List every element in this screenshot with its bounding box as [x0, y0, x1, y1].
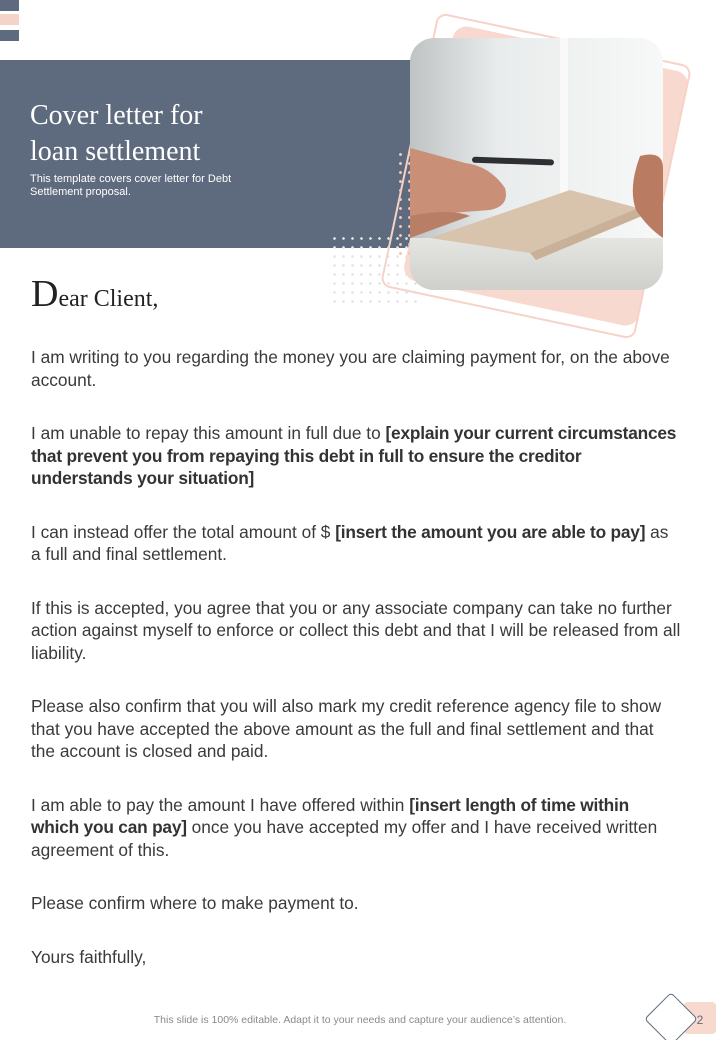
paragraph-7: Please confirm where to make payment to.	[31, 893, 359, 913]
greeting-initial: D	[31, 273, 59, 315]
paragraph-2	[31, 422, 681, 490]
closing: Yours faithfully,	[31, 946, 147, 967]
photo-illustration	[410, 38, 663, 290]
page-number: 2	[696, 1013, 704, 1027]
paragraph-5: Please also confirm that you will also mark my credit reference agency file to show that you have accepted the above amount as the full and final settlement and that the account is closed and paid.	[31, 696, 662, 761]
paragraph-4: If this is accepted, you agree that you or any associate company can take no further action against myself to enforce or collect this debt and that I will be released from all liability.	[31, 597, 681, 663]
page-title	[30, 98, 390, 170]
paragraph-3	[31, 521, 681, 566]
paragraph-6-text-b: once you have accepted my offer and I have received written agreement of this.	[31, 817, 658, 860]
corner-bar	[0, 14, 19, 25]
page-subtitle: This template covers cover letter for Debt Settlement proposal.	[30, 173, 232, 198]
paragraph-3-placeholder: [insert the amount you are able to pay]	[335, 521, 646, 542]
paragraph-2-text: I am unable to repay this amount in full due to	[31, 423, 386, 443]
paragraph-6-text-a: I am able to pay the amount I have offered within	[31, 794, 410, 815]
greeting-text: ear Client,	[58, 286, 159, 312]
paragraph-2-placeholder: [explain your current circumstances that prevent you from repaying this debt in full to ensure the creditor understands your situation]	[31, 423, 677, 488]
corner-bar	[0, 0, 19, 11]
greeting	[31, 272, 158, 316]
paragraph-3-text-b: as a full and final settlement.	[31, 521, 669, 564]
footer-note: This slide is 100% editable. Adapt it to your needs and capture your audience’s attention.	[153, 1014, 567, 1026]
handshake-document-photo	[410, 38, 663, 290]
page-number-badge	[648, 996, 704, 1040]
title-line-1: Cover letter for	[30, 100, 203, 131]
corner-bar	[0, 30, 19, 41]
title-line-2: loan settlement	[30, 136, 201, 167]
corner-decoration	[0, 0, 20, 44]
paragraph-6-placeholder: [insert length of time within which you can pay]	[31, 794, 629, 837]
paragraph-1: I am writing to you regarding the money you are claiming payment for, on the above account.	[31, 347, 670, 390]
paragraph-3-text-a: I can instead offer the total amount of $	[31, 521, 336, 542]
letter-body	[31, 346, 681, 999]
paragraph-6	[31, 794, 681, 862]
